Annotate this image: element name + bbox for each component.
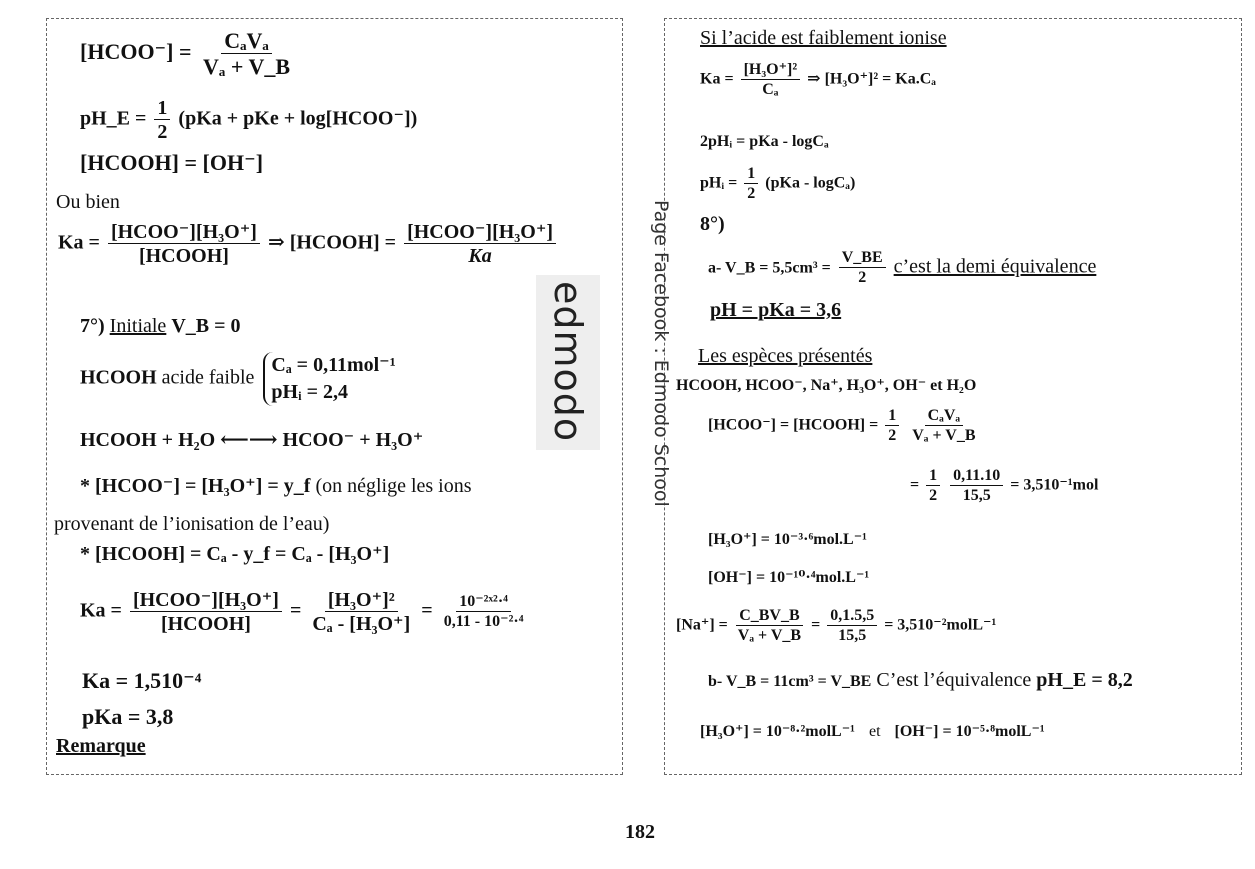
eq-ka-weak-acid: Ka = $\frac{\text{[H₃O⁺]²}}{\text{Cₐ}}$ ⇒ [H₃O⁺]² = Ka.Cₐ	[700, 61, 936, 98]
remarque-heading: Remarque	[56, 735, 146, 757]
side-note-facebook: Page Facebook : Edmodo School	[650, 200, 672, 507]
eq-ph-equivalence: pH_E = $\frac{1}{2}$ (pKa + pKe + log[HCOO⁻])	[80, 97, 418, 143]
eq-ka-definition: Ka = $\frac{\text{[HCOO⁻][H₃O⁺]}}{\text{[HCOOH]}}$ ⇒ [HCOOH] = $\frac{\text{[HCOO⁻][H₃O⁺]}}{Ka}$	[58, 222, 559, 266]
star-2-equation: * [HCOOH] = Cₐ - y_f = Cₐ - [H₃O⁺]	[80, 543, 390, 565]
star-1-equation: * [HCOO⁻] = [H₃O⁺] = y_f (on néglige les ions	[80, 475, 472, 497]
final-concentrations: [H₃O⁺] = 10⁻⁸·²molL⁻¹ et [OH⁻] = 10⁻⁵·⁸molL⁻¹	[700, 723, 1045, 740]
especes-heading: Les espèces présentés	[698, 345, 873, 367]
eq-2phi: 2pHᵢ = pKa - logCₐ	[700, 133, 829, 150]
right-panel	[664, 18, 1242, 775]
eq-phi: pHᵢ = $\frac{1}{2}$ (pKa - logCₐ)	[700, 165, 856, 202]
part-b-line: b- V_B = 11cm³ = V_BE C’est l’équivalence pH_E = 8,2	[708, 669, 1133, 691]
eq-hcoo-concentration: [HCOO⁻] = $\frac{\text{CₐVₐ}}{\text{Vₐ + V\_B}}$	[80, 28, 291, 79]
eq-na: [Na⁺] = $\frac{C\_BV\_B}{\text{Vₐ + V\_B}}$ = $\frac{0,1.5,5}{15,5}$ = 3,510⁻²molL⁻¹	[676, 607, 997, 644]
question-7-heading: 7°) Initiale V_B = 0	[80, 315, 241, 337]
pka-result: pKa = 3,8	[82, 704, 174, 729]
provenant-text: provenant de l’ionisation de l’eau)	[54, 513, 330, 535]
page-number: 182	[625, 821, 655, 843]
eq-concentrations-2: = $\frac{1}{2}$ $\frac{0,11.10}{15,5}$ = 3,510⁻¹mol	[910, 467, 1099, 504]
eq-concentrations-1: [HCOO⁻] = [HCOOH] = $\frac{1}{2}$ $\frac{\text{CₐVₐ}}{\text{Vₐ + V\_B}}$	[708, 407, 976, 444]
eq-oh: [OH⁻] = 10⁻¹⁰·⁴mol.L⁻¹	[708, 569, 870, 586]
question-8-label: 8°)	[700, 213, 725, 235]
especes-list: HCOOH, HCOO⁻, Na⁺, H₃O⁺, OH⁻ et H₂O	[676, 377, 977, 394]
initial-conditions: HCOOH acide faible Cₐ = 0,11mol⁻¹ pHᵢ = 2,4	[80, 352, 396, 406]
part-a-line: a- V_B = 5,5cm³ = $\frac{V\_BE}{2}$ c’est la demi équivalence	[708, 249, 1097, 286]
eq-ka-calculation: Ka = $\frac{\text{[HCOO⁻][H₃O⁺]}}{\text{[HCOOH]}}$ = $\frac{\text{[H₃O⁺]²}}{\text{Cₐ - [H₃O⁺]}}$ = $\frac{\text{10⁻²ˣ²·⁴}}{\text{0,11 - 10⁻²·⁴}}$	[80, 589, 524, 635]
eq-h3o: [H₃O⁺] = 10⁻³·⁶mol.L⁻¹	[708, 531, 867, 548]
ou-bien-text: Ou bien	[56, 191, 120, 213]
reaction-equation: HCOOH + H₂O ⟵⟶ HCOO⁻ + H₃O⁺	[80, 429, 424, 451]
edmodo-logo: edmodo	[536, 275, 600, 450]
ph-equals-pka: pH = pKa = 3,6	[710, 299, 842, 321]
ka-result: Ka = 1,510⁻⁴	[82, 668, 202, 693]
eq-hcooh-oh: [HCOOH] = [OH⁻]	[80, 150, 264, 175]
si-acide-heading: Si l’acide est faiblement ionise	[700, 27, 947, 49]
